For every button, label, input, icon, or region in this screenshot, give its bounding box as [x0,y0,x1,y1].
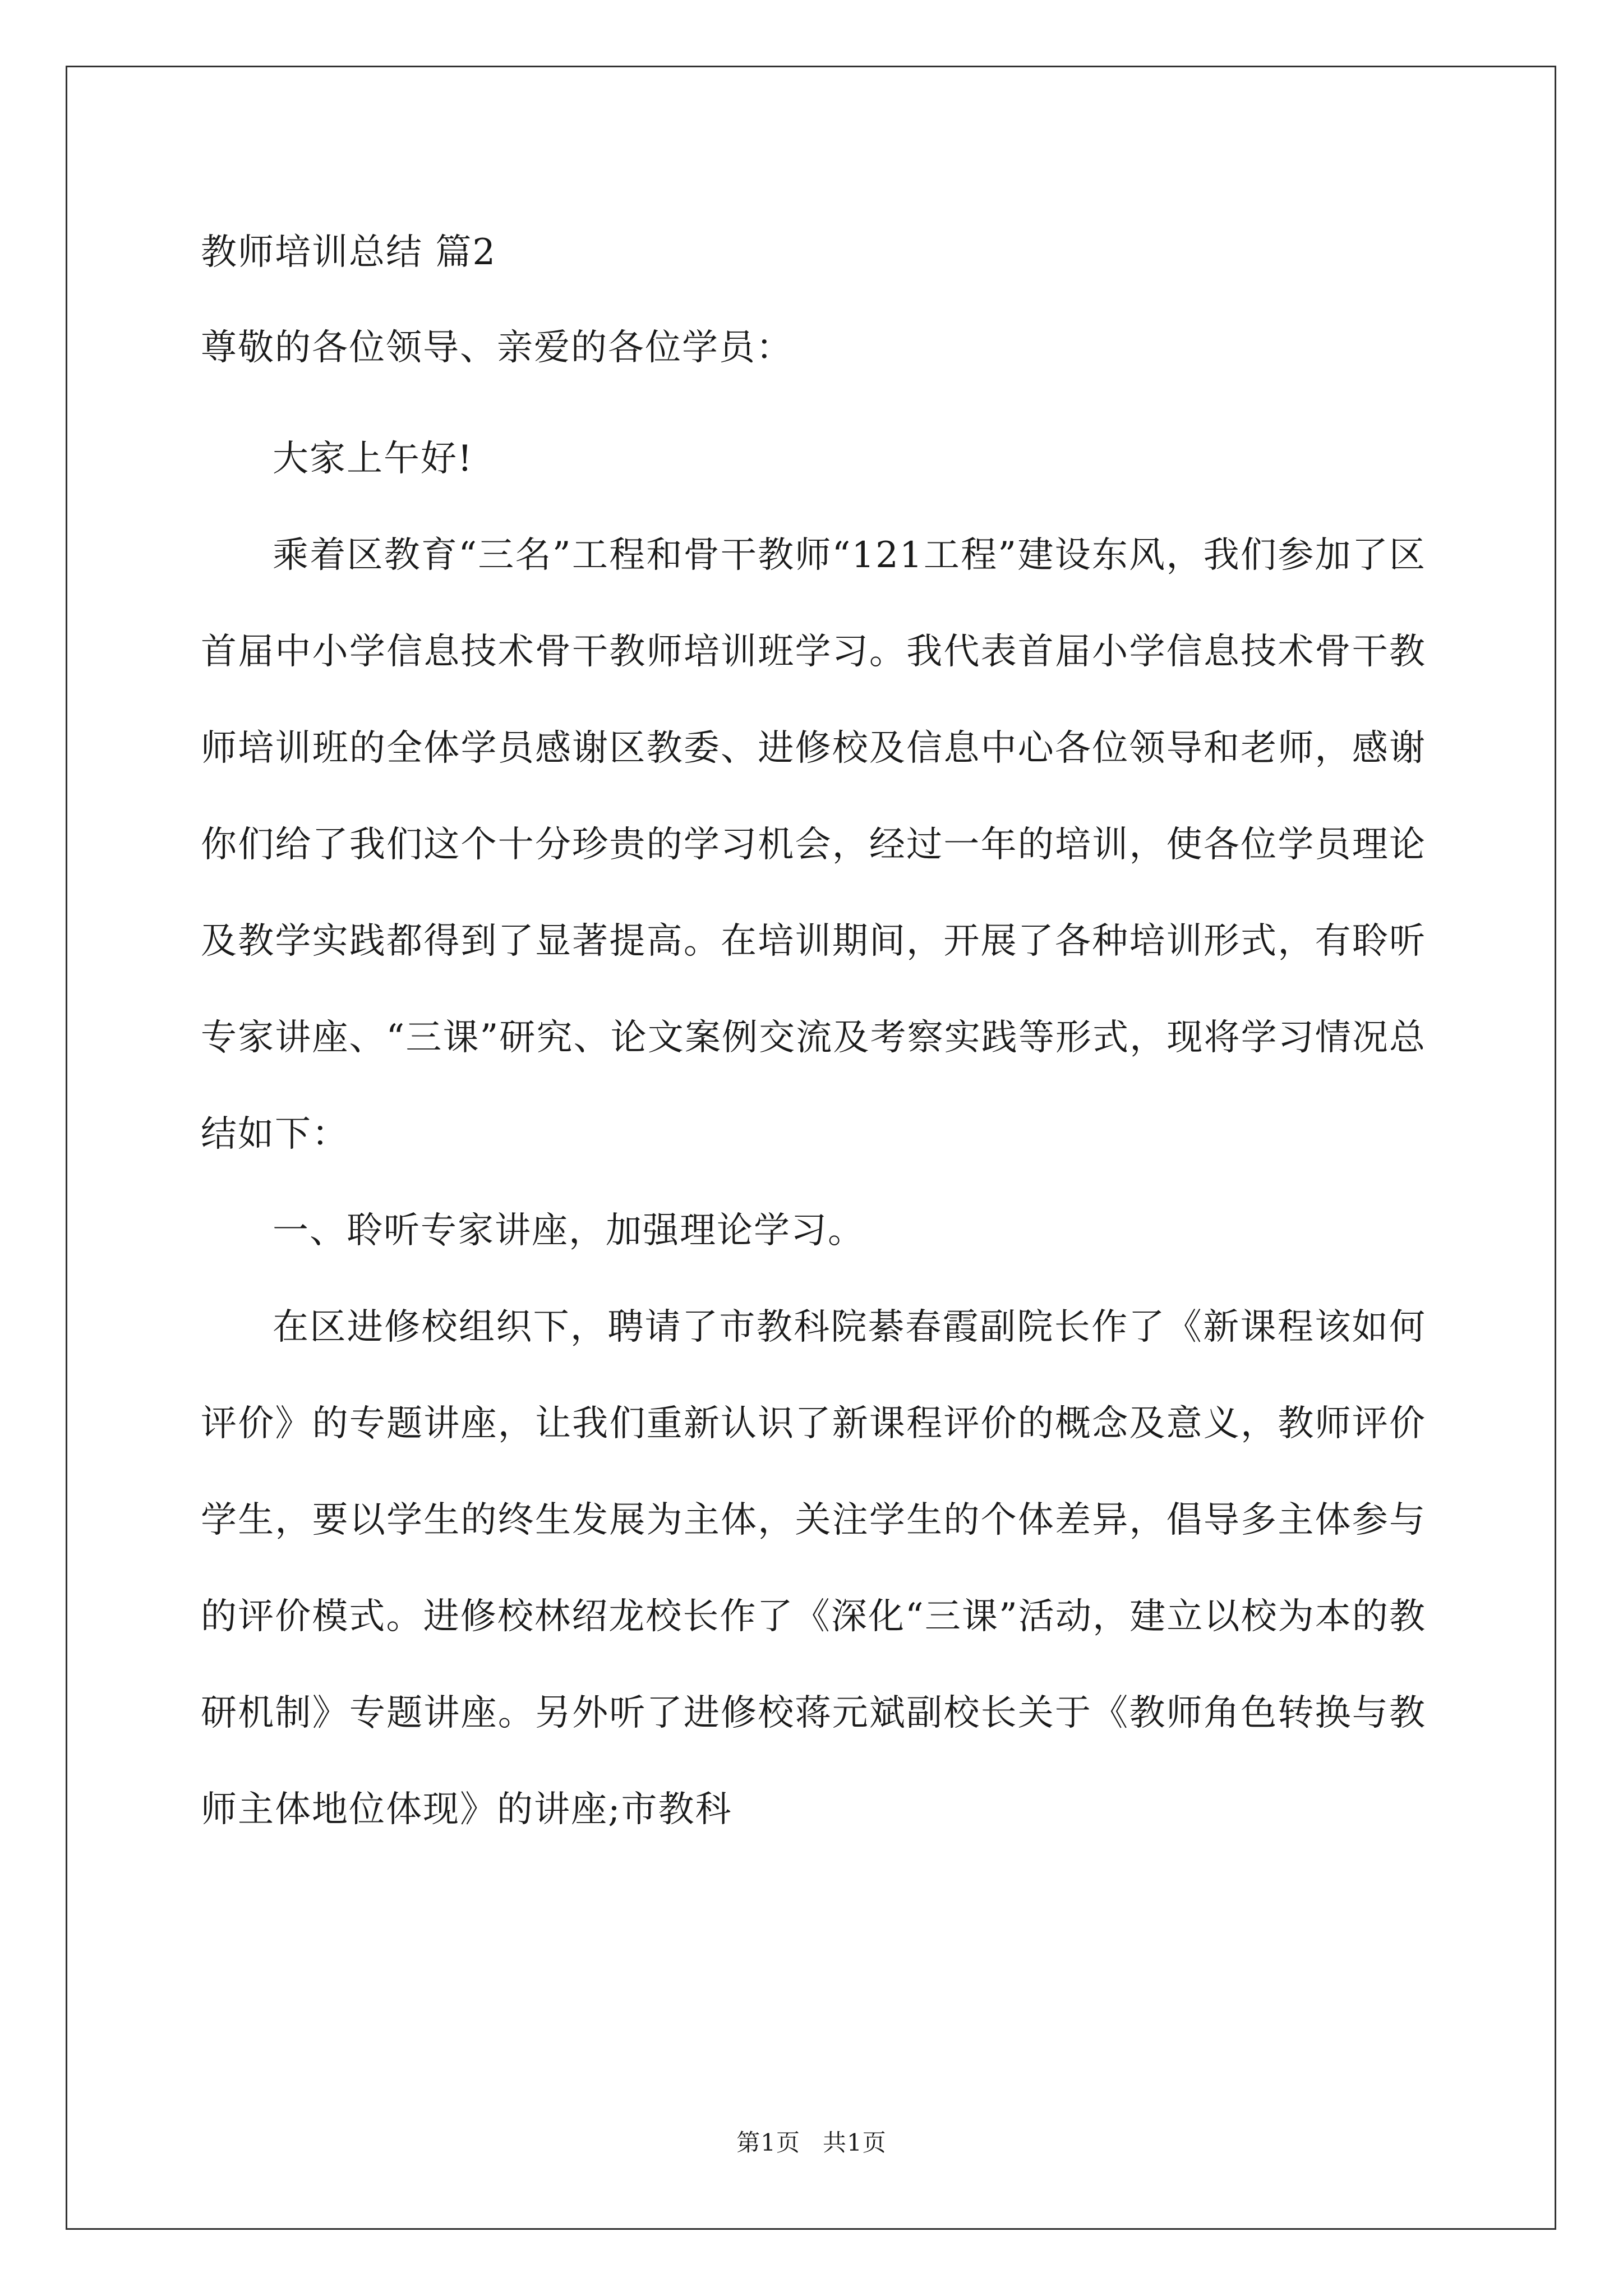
document-title: 教师培训总结 篇2 [201,232,497,273]
salutation: 尊敬的各位领导、亲爱的各位学员： [201,327,793,369]
page-total: 共1页 [823,2129,887,2156]
greeting-paragraph: 大家上午好! [273,438,473,480]
page-number: 第1页 [736,2129,800,2156]
intro-paragraph: 乘着区教育“三名”工程和骨干教师“121工程”建设东风，我们参加了区首届中小学信息技术骨干教师培训班学习。我代表首届小学信息技术骨干教师培训班的全体学员感谢区教委、进修校及信息中心各位领导和老师，感谢你们给了我们这个十分珍贵的学习机会，经过一年的培训，使各位学员理论及教学实践都得到了显著提高。在培训期间，开展了各种培训形式，有聆听专家讲座、“三课”研究、论文案例交流及考察实践等形式，现将学习情况总结如下： [201,535,1426,1155]
page-footer [0,2126,1623,2160]
document-body [201,219,1426,1858]
section-heading-1: 一、聆听专家讲座，加强理论学习。 [273,1210,865,1251]
lecture-paragraph: 在区进修校组织下，聘请了市教科院綦春霞副院长作了《新课程该如何评价》的专题讲座，让我们重新认识了新课程评价的概念及意义，教师评价学生，要以学生的终生发展为主体，关注学生的个体差异，倡导多主体参与的评价模式。进修校林绍龙校长作了《深化“三课”活动，建立以校为本的教研机制》专题讲座。另外听了进修校蒋元斌副校长关于《教师角色转换与教师主体地位体现》的讲座;市教科 [201,1306,1426,1830]
